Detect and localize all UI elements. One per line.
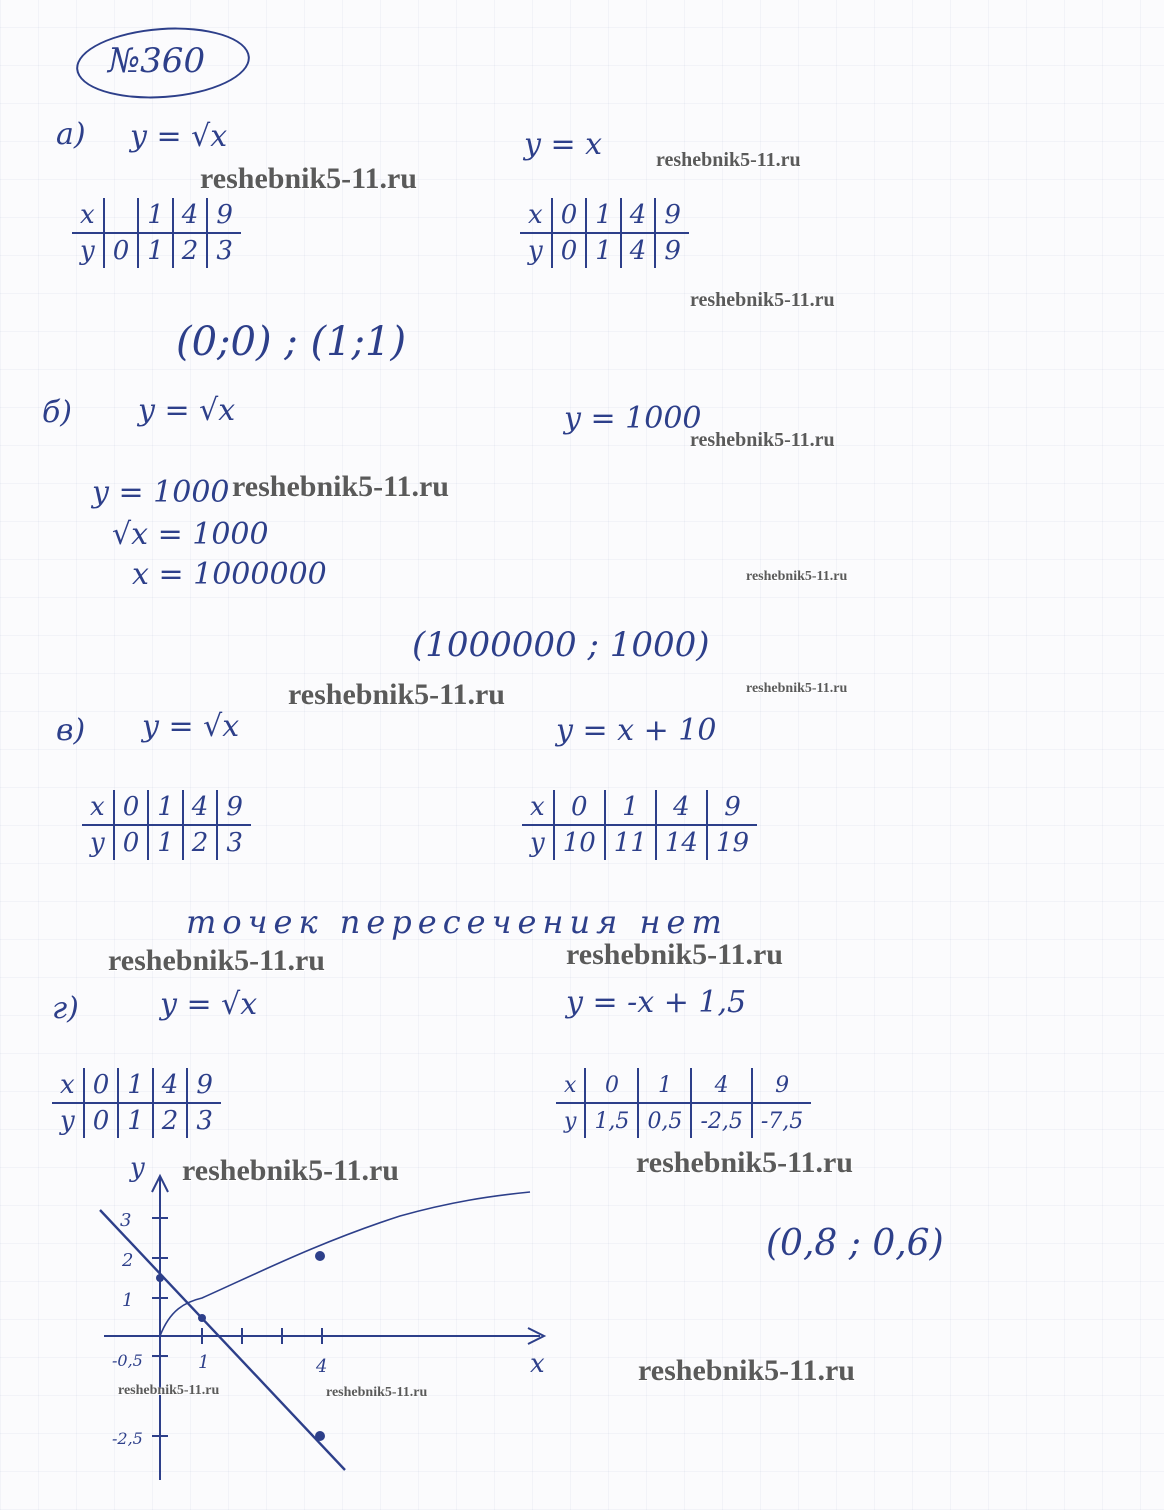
watermark: reshebnik5-11.ru: [200, 162, 417, 195]
cell: 9: [187, 1068, 221, 1103]
watermark: reshebnik5-11.ru: [182, 1154, 399, 1187]
cell: 19: [707, 825, 757, 860]
cell: 10: [554, 825, 605, 860]
cell: 0: [552, 233, 587, 268]
part-a-answer: (0;0) ; (1;1): [176, 319, 407, 365]
watermark: reshebnik5-11.ru: [656, 149, 801, 171]
y-axis-label: y: [130, 1153, 145, 1183]
cell: 2: [153, 1103, 188, 1138]
part-g-eq1: y = √x: [160, 987, 258, 1022]
cell: 9: [217, 790, 251, 825]
tick-y-3: 3: [120, 1210, 132, 1231]
cell: 0: [552, 198, 587, 233]
part-b-eq2: y = 1000: [564, 401, 702, 436]
part-a-label: а): [56, 117, 86, 152]
cell: 3: [217, 825, 251, 860]
cell: x: [52, 1068, 84, 1103]
cell: y: [528, 236, 543, 266]
part-a-eq2: y = x: [524, 127, 603, 162]
cell: 4: [183, 790, 218, 825]
cell: 1: [148, 790, 183, 825]
cell: 4: [621, 198, 656, 233]
part-a-eq1: y = √x: [130, 119, 228, 154]
part-g-label: г): [52, 991, 79, 1026]
cell: 1: [638, 1068, 691, 1103]
watermark: reshebnik5-11.ru: [636, 1146, 853, 1179]
cell: 9: [655, 198, 689, 233]
part-b-step1: y = 1000: [92, 475, 230, 510]
cell: 9: [655, 233, 689, 268]
cell: 0: [114, 790, 149, 825]
watermark: reshebnik5-11.ru: [326, 1385, 428, 1400]
part-g-answer: (0,8 ; 0,6): [766, 1223, 944, 1264]
cell: y: [60, 1106, 75, 1136]
watermark: reshebnik5-11.ru: [690, 289, 835, 311]
part-b-answer: (1000000 ; 1000): [412, 625, 710, 665]
cell: 0: [114, 825, 149, 860]
cell: x: [520, 198, 552, 233]
part-v-eq1: y = √x: [142, 709, 240, 744]
tick-y-neg05: -0,5: [112, 1351, 143, 1370]
part-v-answer: точек пересечения нет: [186, 903, 728, 941]
cell: 1: [605, 790, 656, 825]
cell: 9: [707, 790, 757, 825]
problem-number: №360: [108, 41, 206, 81]
cell: -7,5: [752, 1103, 811, 1138]
part-b-label: б): [42, 395, 73, 430]
sqrt-curve: [160, 1192, 530, 1336]
part-g-eq2: y = -x + 1,5: [566, 985, 747, 1020]
part-b-eq1: y = √x: [138, 393, 236, 428]
tick-x-4: 4: [316, 1356, 328, 1377]
cell: 14: [656, 825, 707, 860]
watermark: reshebnik5-11.ru: [746, 569, 848, 584]
cell: 4: [656, 790, 707, 825]
cell: 0: [104, 233, 139, 268]
part-v-eq2: y = x + 10: [556, 713, 717, 748]
cell: 9: [752, 1068, 811, 1103]
watermark: reshebnik5-11.ru: [638, 1354, 855, 1387]
tick-y-1: 1: [122, 1290, 134, 1311]
cell: y: [80, 236, 95, 266]
cell: y: [530, 828, 545, 858]
watermark: reshebnik5-11.ru: [288, 678, 505, 711]
cell: 0: [84, 1068, 119, 1103]
watermark: reshebnik5-11.ru: [566, 938, 783, 971]
cell: 1: [148, 825, 183, 860]
cell: 1: [586, 198, 621, 233]
tick-y-neg25: -2,5: [112, 1429, 143, 1448]
part-b-step3: x = 1000000: [132, 557, 327, 592]
cell: 3: [187, 1103, 221, 1138]
cell: 3: [207, 233, 241, 268]
cell: 0,5: [638, 1103, 691, 1138]
tick-y-2: 2: [122, 1250, 134, 1271]
cell: 2: [173, 233, 208, 268]
cell: 1: [118, 1068, 153, 1103]
cell: x: [72, 198, 104, 233]
cell: y: [564, 1108, 577, 1134]
part-v-label: в): [56, 713, 86, 748]
cell: x: [82, 790, 114, 825]
cell: 0: [585, 1068, 638, 1103]
cell: 1: [118, 1103, 153, 1138]
x-axis-label: x: [530, 1349, 545, 1379]
cell: 9: [207, 198, 241, 233]
cell: 1: [138, 198, 173, 233]
watermark: reshebnik5-11.ru: [108, 944, 325, 977]
cell: y: [90, 828, 105, 858]
part-b-step2: √x = 1000: [112, 517, 269, 552]
cell: -2,5: [691, 1103, 751, 1138]
watermark: reshebnik5-11.ru: [690, 429, 835, 451]
cell: 4: [691, 1068, 751, 1103]
cell: 4: [153, 1068, 188, 1103]
cell: 1,5: [585, 1103, 638, 1138]
watermark: reshebnik5-11.ru: [232, 470, 449, 503]
cell: 0: [554, 790, 605, 825]
cell: 11: [605, 825, 656, 860]
cell: 1: [138, 233, 173, 268]
cell: 2: [183, 825, 218, 860]
cell: 4: [173, 198, 208, 233]
cell: 1: [586, 233, 621, 268]
tick-x-1: 1: [198, 1352, 210, 1373]
watermark: reshebnik5-11.ru: [746, 681, 848, 696]
cell: x: [556, 1068, 585, 1103]
cell: 4: [621, 233, 656, 268]
cell: x: [522, 790, 554, 825]
watermark: reshebnik5-11.ru: [118, 1383, 220, 1398]
cell: 0: [84, 1103, 119, 1138]
